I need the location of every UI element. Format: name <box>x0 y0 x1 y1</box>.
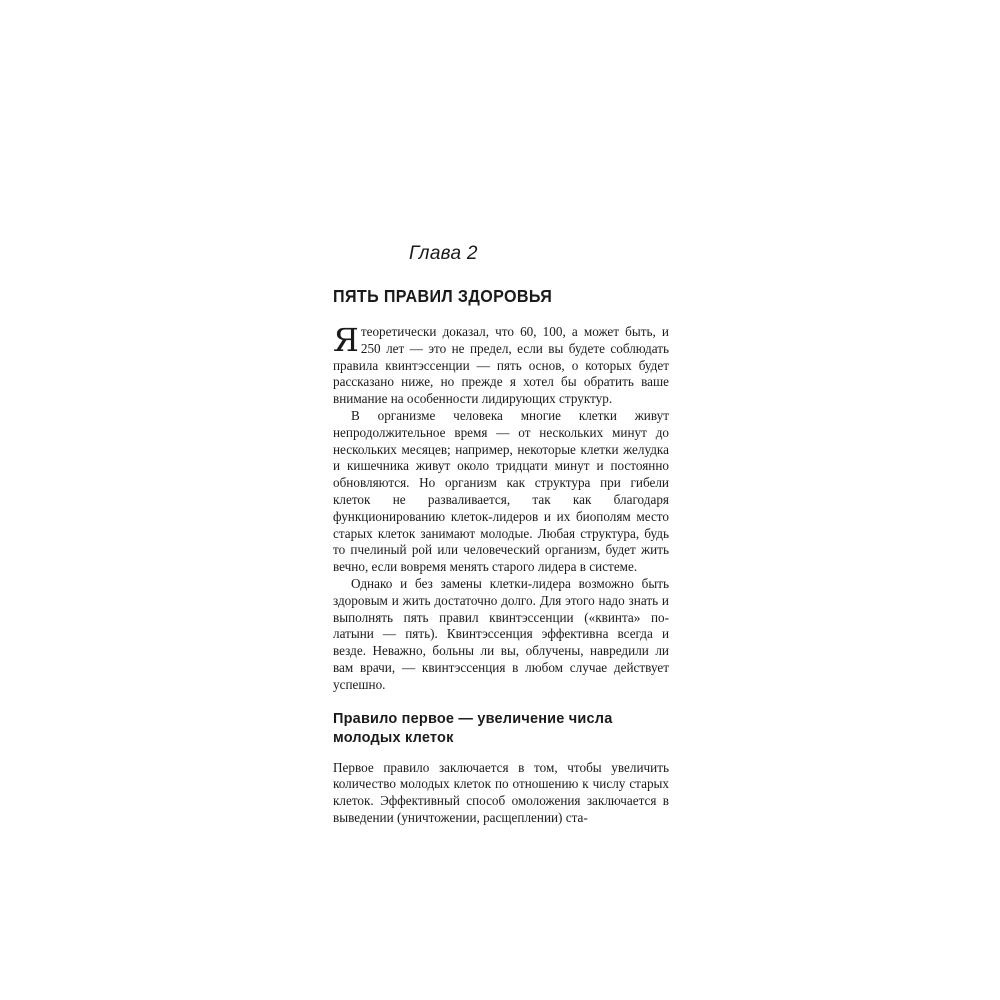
body-paragraph-2: Однако и без замены клетки-лидера возможно быть здоровым и жить достаточно долго. Для этого надо знать и выполнять пять правил квинтэссенции («квинта» по-латыни — пять). Квинтэссенция эффективна всегда и везде. Неважно, больны ли вы, облучены, навредили ли вам врачи, — квинтэссенция в любом случае действует успешно. <box>333 575 669 692</box>
intro-text: теоретически доказал, что 60, 100, а может быть, и 250 лет — это не предел, если вы будете соблюдать правила квинтэссенции — пять основ, о которых будет рассказано ниже, но прежде я хотел бы обратить ваше внимание на особенности лидирующих структур. <box>333 324 669 407</box>
book-page <box>333 238 669 827</box>
drop-cap: Я <box>333 321 359 359</box>
section-heading: Правило первое — увеличение числа молодых клеток <box>333 710 613 746</box>
chapter-label: Глава 2 <box>409 243 478 264</box>
intro-paragraph <box>333 321 669 408</box>
chapter-title: ПЯТЬ ПРАВИЛ ЗДОРОВЬЯ <box>333 286 553 306</box>
section-paragraph: Первое правило заключается в том, чтобы увеличить количество молодых клеток по отношению к числу старых клеток. Эффективный способ омоложения заключается в выведении (уничтожении, расщеплении) ста- <box>333 759 669 825</box>
body-paragraph-1: В организме человека многие клетки живут непродолжительное время — от нескольких минут до нескольких месяцев; например, некоторые клетки желудка и кишечника живут около тридцати минут и постоянно обновляются. Но организм как структура при гибели клеток не разваливается, так как благодаря функционированию клеток-лидеров и их биополям место старых клеток занимают молодые. Любая структура, будь то пчелиный рой или человеческий организм, будет жить вечно, если вовремя менять старого лидера в системе. <box>333 407 669 575</box>
